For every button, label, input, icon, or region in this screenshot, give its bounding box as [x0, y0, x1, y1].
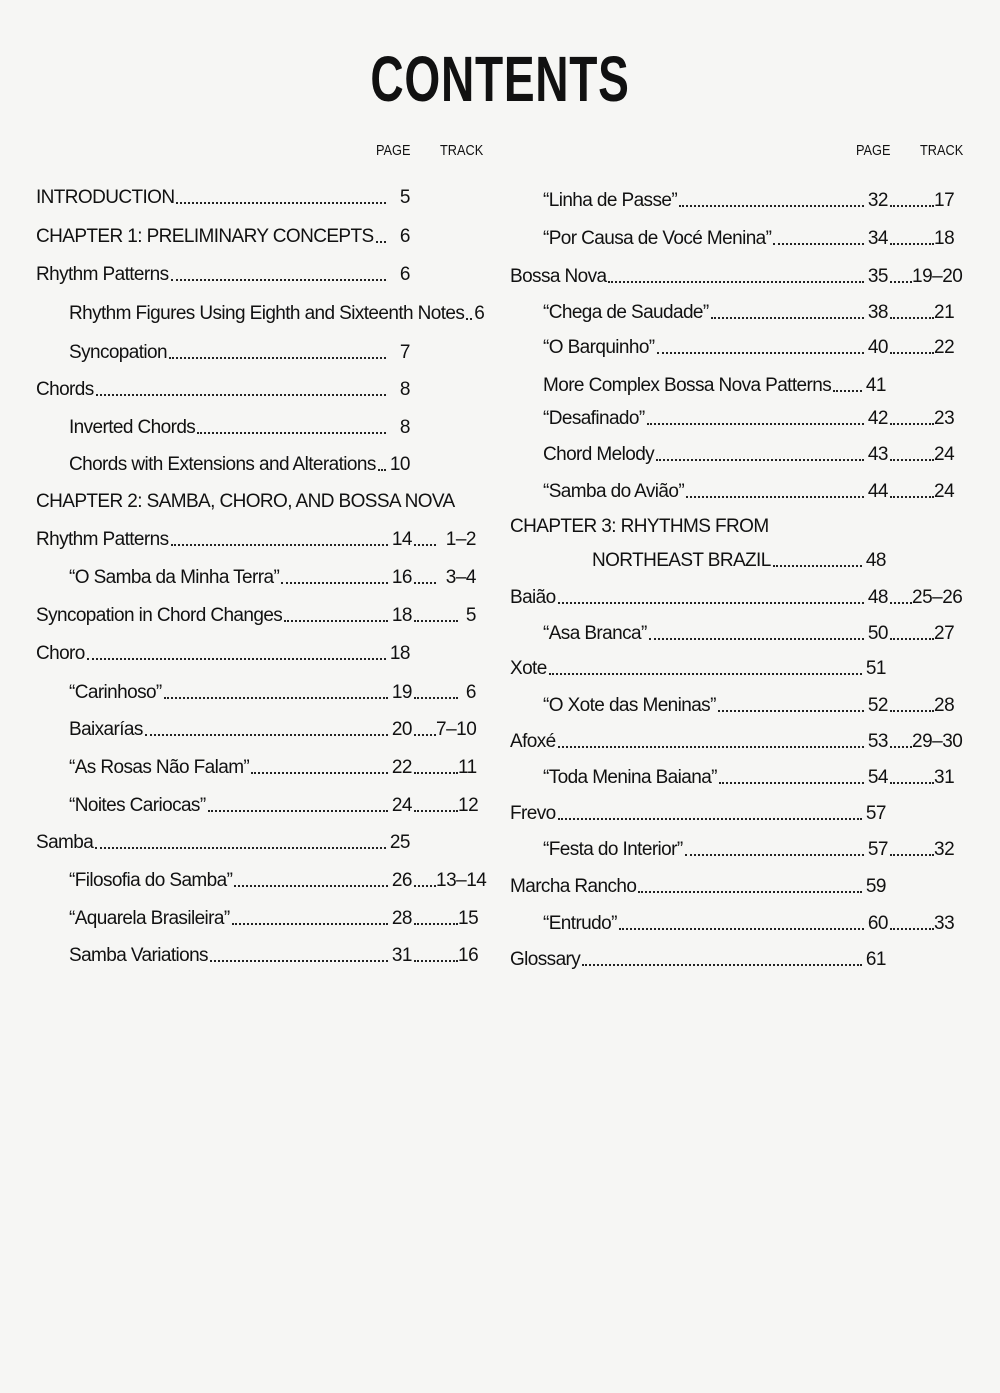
toc-entry-track: 29–30 [912, 731, 963, 752]
toc-section-heading: CHAPTER 3: RHYTHMS FROM [510, 516, 769, 537]
toc-entry [36, 220, 476, 248]
toc-entry [543, 184, 955, 212]
toc-entry-label: “Aquarela Brasileira” [69, 908, 230, 929]
page-title: CONTENTS [370, 43, 630, 115]
dot-leader [232, 923, 388, 925]
toc-entry [69, 789, 479, 817]
toc-entry-page: 38 [867, 302, 888, 323]
toc-entry [510, 581, 963, 609]
toc-entry [36, 523, 476, 551]
toc-entry-page: 20 [391, 719, 412, 740]
toc-entry-page: 28 [391, 908, 412, 929]
toc-entry-track: 13–14 [436, 870, 487, 891]
dot-leader [549, 673, 862, 675]
toc-entry-label: “Noites Cariocas” [69, 795, 206, 816]
dot-leader [171, 279, 387, 281]
toc-entry-page: 48 [865, 550, 886, 571]
toc-entry-page: 6 [399, 264, 410, 285]
dot-leader [685, 854, 864, 856]
toc-entry [36, 373, 476, 401]
toc-entry-page: 57 [865, 803, 886, 824]
page-column-header: PAGE [376, 142, 411, 159]
dot-leader [890, 782, 934, 784]
dot-leader [558, 818, 862, 820]
toc-entry [510, 652, 952, 680]
dot-leader [414, 582, 436, 584]
toc-entry-page: 25 [389, 832, 410, 853]
dot-leader [773, 565, 862, 567]
toc-entry [69, 864, 487, 892]
toc-entry-label: “Por Causa de Vocé Menina” [543, 228, 772, 249]
toc-entry-label: NORTHEAST BRAZIL [592, 550, 771, 571]
toc-entry-label: “Festa do Interior” [543, 839, 683, 860]
dot-leader [833, 390, 862, 392]
toc-entry-track: 28 [934, 695, 955, 716]
toc-entry [543, 296, 955, 324]
dot-leader [414, 772, 458, 774]
toc-entry [69, 411, 476, 439]
dot-leader [414, 697, 458, 699]
dot-leader [656, 459, 864, 461]
dot-leader [890, 602, 912, 604]
toc-entry-page: 32 [867, 190, 888, 211]
toc-entry-label: Bossa Nova [510, 266, 607, 287]
dot-leader [657, 352, 864, 354]
toc-entry-label: Chords [36, 379, 94, 400]
toc-entry-label: “As Rosas Não Falam” [69, 757, 250, 778]
toc-entry-track: 32 [934, 839, 955, 860]
toc-entry [69, 902, 479, 930]
toc-entry [69, 297, 485, 325]
toc-entry [69, 713, 476, 741]
toc-entry-track: 19–20 [912, 266, 963, 287]
dot-leader [176, 202, 386, 204]
toc-entry-page: 31 [391, 945, 412, 966]
toc-entry [543, 689, 955, 717]
toc-entry [36, 599, 476, 627]
toc-entry [543, 907, 955, 935]
toc-entry-label: Rhythm Patterns [36, 264, 169, 285]
dot-leader [378, 469, 386, 471]
toc-entry [69, 336, 476, 364]
dot-leader [234, 885, 388, 887]
dot-leader [773, 243, 864, 245]
toc-entry-label: More Complex Bossa Nova Patterns [543, 375, 832, 396]
toc-entry [69, 676, 476, 704]
toc-entry [510, 725, 963, 753]
dot-leader [197, 432, 386, 434]
toc-entry-page: 52 [867, 695, 888, 716]
toc-entry-page: 34 [867, 228, 888, 249]
toc-entry [543, 369, 952, 397]
dot-leader [718, 710, 864, 712]
toc-entry [36, 258, 476, 286]
toc-entry-track: 6 [465, 682, 476, 703]
toc-entry-track: 25–26 [912, 587, 963, 608]
dot-leader [890, 243, 934, 245]
dot-leader [890, 352, 934, 354]
toc-entry-label: CHAPTER 1: PRELIMINARY CONCEPTS [36, 226, 374, 247]
toc-entry-label: “O Samba da Minha Terra” [69, 567, 280, 588]
toc-entry-label: “Filosofia do Samba” [69, 870, 233, 891]
dot-leader [414, 544, 436, 546]
toc-entry-track: 7–10 [436, 719, 477, 740]
dot-leader [171, 544, 389, 546]
dot-leader [414, 810, 458, 812]
dot-leader [890, 928, 934, 930]
dot-leader [890, 638, 934, 640]
toc-entry-page: 19 [391, 682, 412, 703]
toc-entry-page: 60 [867, 913, 888, 934]
toc-entry-label: Chords with Extensions and Alterations [69, 454, 376, 475]
toc-entry-label: Afoxé [510, 731, 556, 752]
track-column-header: TRACK [920, 142, 964, 159]
dot-leader [145, 734, 388, 736]
toc-entry [543, 222, 955, 250]
dot-leader [87, 658, 386, 660]
dot-leader [649, 638, 864, 640]
toc-entry [543, 331, 955, 359]
toc-entry-label: “Samba do Avião” [543, 481, 685, 502]
dot-leader [281, 582, 388, 584]
toc-entry-label: Baião [510, 587, 556, 608]
toc-entry-label: Inverted Chords [69, 417, 196, 438]
toc-entry-page: 44 [867, 481, 888, 502]
toc-entry [69, 561, 476, 589]
toc-entry-label: “Carinhoso” [69, 682, 162, 703]
toc-entry-page: 6 [399, 226, 410, 247]
toc-entry [543, 617, 955, 645]
toc-entry-label: Glossary [510, 949, 581, 970]
toc-entry-label: Baixarías [69, 719, 143, 740]
toc-entry-label: “Entrudo” [543, 913, 617, 934]
toc-entry-track: 12 [458, 795, 479, 816]
dot-leader [414, 885, 436, 887]
toc-entry-label: “Chega de Saudade” [543, 302, 709, 323]
toc-entry-page: 5 [399, 187, 410, 208]
toc-entry-label: Samba Variations [69, 945, 208, 966]
toc-entry [69, 448, 476, 476]
toc-entry-page: 42 [867, 408, 888, 429]
toc-entry [543, 475, 955, 503]
toc-entry-label: “O Barquinho” [543, 337, 655, 358]
toc-entry-label: Marcha Rancho [510, 876, 637, 897]
dot-leader [890, 496, 934, 498]
dot-leader [890, 205, 934, 207]
toc-entry-label: “O Xote das Meninas” [543, 695, 716, 716]
dot-leader [890, 854, 934, 856]
dot-leader [679, 205, 864, 207]
toc-entry-track: 17 [934, 190, 955, 211]
dot-leader [890, 281, 912, 283]
toc-entry-track: 33 [934, 913, 955, 934]
toc-entry-label: Samba [36, 832, 94, 853]
toc-entry [36, 637, 476, 665]
dot-leader [414, 923, 458, 925]
dot-leader [558, 602, 864, 604]
dot-leader [608, 281, 864, 283]
toc-entry-page: 22 [391, 757, 412, 778]
toc-entry-page: 14 [391, 529, 412, 550]
toc-entry-page: 59 [865, 876, 886, 897]
toc-entry-page: 7 [399, 342, 410, 363]
toc-section-heading: CHAPTER 2: SAMBA, CHORO, AND BOSSA NOVA [36, 491, 455, 512]
toc-entry-label: Choro [36, 643, 85, 664]
dot-leader [164, 697, 388, 699]
toc-entry [510, 260, 963, 288]
toc-entry-track: 3–4 [445, 567, 476, 588]
dot-leader [619, 928, 864, 930]
toc-entry-page: 8 [399, 417, 410, 438]
dot-leader [208, 810, 388, 812]
toc-entry-track: 27 [934, 623, 955, 644]
dot-leader [647, 423, 864, 425]
toc-entry-label: Syncopation [69, 342, 167, 363]
toc-entry [543, 402, 955, 430]
toc-entry-track: 16 [458, 945, 479, 966]
toc-entry-track: 24 [934, 481, 955, 502]
toc-entry [36, 181, 476, 209]
toc-entry-page: 54 [867, 767, 888, 788]
dot-leader [169, 357, 386, 359]
toc-entry-track: 15 [458, 908, 479, 929]
toc-entry-track: 11 [458, 757, 477, 778]
toc-entry [543, 833, 955, 861]
dot-leader [95, 847, 386, 849]
toc-entry-page: 18 [389, 643, 410, 664]
toc-entry-page: 40 [867, 337, 888, 358]
toc-entry [69, 751, 476, 779]
dot-leader [890, 423, 934, 425]
toc-entry-page: 41 [865, 375, 886, 396]
toc-entry-track: 23 [934, 408, 955, 429]
toc-entry-track: 22 [934, 337, 955, 358]
toc-entry-label: Frevo [510, 803, 556, 824]
dot-leader [890, 459, 934, 461]
toc-entry-track: 24 [934, 444, 955, 465]
toc-entry-track: 18 [934, 228, 955, 249]
toc-entry-label: “Toda Menina Baiana” [543, 767, 717, 788]
toc-entry-label: “Desafinado” [543, 408, 645, 429]
toc-entry-page: 16 [391, 567, 412, 588]
dot-leader [414, 734, 436, 736]
toc-entry-page: 50 [867, 623, 888, 644]
dot-leader [890, 317, 934, 319]
dot-leader [96, 394, 386, 396]
toc-entry-page: 35 [867, 266, 888, 287]
track-column-header: TRACK [440, 142, 484, 159]
toc-entry-page: 57 [867, 839, 888, 860]
dot-leader [210, 960, 388, 962]
toc-entry-label: “Linha de Passe” [543, 190, 678, 211]
toc-entry [36, 826, 476, 854]
dot-leader [251, 772, 388, 774]
dot-leader [890, 746, 912, 748]
toc-entry [69, 939, 479, 967]
toc-entry-page: 18 [391, 605, 412, 626]
toc-entry-label: Chord Melody [543, 444, 655, 465]
dot-leader [719, 782, 864, 784]
dot-leader [582, 964, 862, 966]
toc-entry [543, 438, 955, 466]
toc-entry-page: 43 [867, 444, 888, 465]
page-column-header: PAGE [856, 142, 891, 159]
toc-entry [510, 870, 952, 898]
toc-entry-page: 48 [867, 587, 888, 608]
toc-entry-page: 24 [391, 795, 412, 816]
toc-entry [592, 544, 952, 572]
toc-entry-track: 31 [934, 767, 955, 788]
toc-entry-page: 51 [865, 658, 886, 679]
toc-entry-label: Rhythm Figures Using Eighth and Sixteenth Notes [69, 303, 465, 324]
dot-leader [686, 496, 864, 498]
toc-entry [543, 761, 955, 789]
toc-entry-page: 8 [399, 379, 410, 400]
toc-entry-label: Syncopation in Chord Changes [36, 605, 283, 626]
toc-entry-page: 26 [391, 870, 412, 891]
toc-entry-label: “Asa Branca” [543, 623, 647, 644]
toc-entry [510, 943, 952, 971]
dot-leader [638, 891, 862, 893]
toc-entry-track: 1–2 [445, 529, 476, 550]
toc-entry [510, 797, 952, 825]
toc-entry-label: INTRODUCTION [36, 187, 175, 208]
dot-leader [284, 620, 388, 622]
dot-leader [558, 746, 864, 748]
dot-leader [414, 620, 458, 622]
toc-entry-page: 6 [474, 303, 485, 324]
dot-leader [376, 241, 386, 243]
dot-leader [711, 317, 864, 319]
toc-entry-track: 5 [465, 605, 476, 626]
toc-entry-label: Rhythm Patterns [36, 529, 169, 550]
toc-entry-page: 61 [865, 949, 886, 970]
toc-entry-page: 10 [389, 454, 410, 475]
toc-entry-label: Xote [510, 658, 547, 679]
dot-leader [890, 710, 934, 712]
toc-entry-track: 21 [934, 302, 955, 323]
dot-leader [414, 960, 458, 962]
toc-entry-page: 53 [867, 731, 888, 752]
